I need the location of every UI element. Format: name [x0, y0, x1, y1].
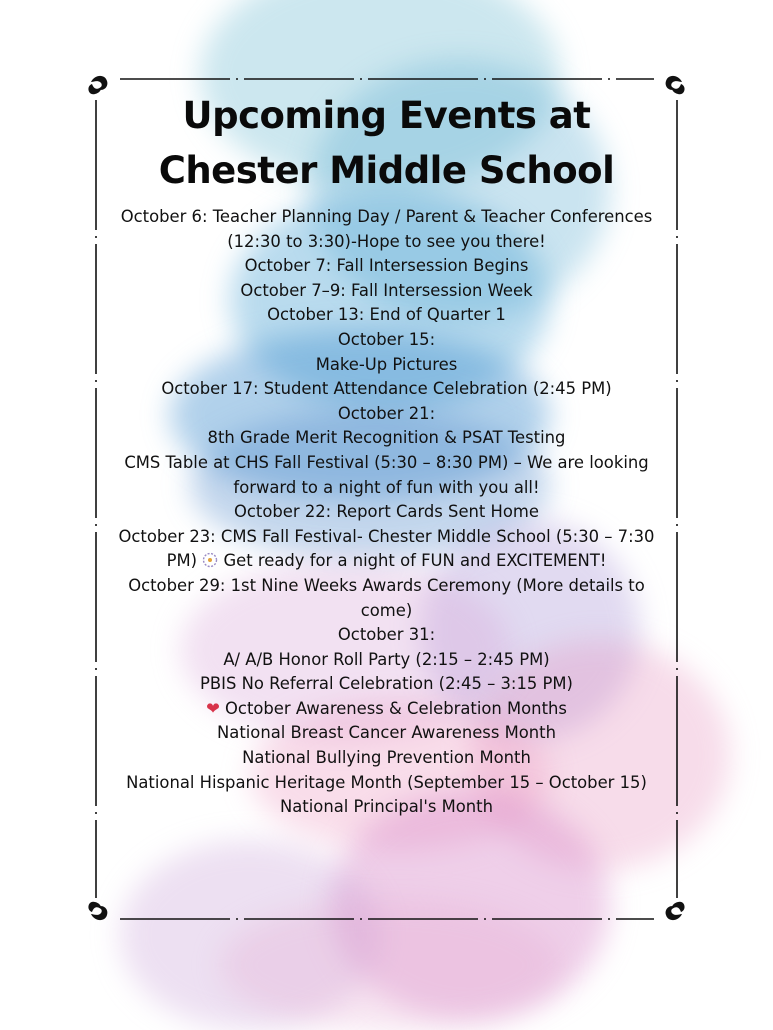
event-line: National Bullying Prevention Month: [242, 748, 531, 768]
event-line: October 13: End of Quarter 1: [267, 305, 506, 325]
event-line-end: Get ready for a night of FUN and EXCITEMENT!: [223, 551, 607, 571]
event-line: October 21:: [337, 403, 436, 423]
event-line: October 7: Fall Intersession Begins: [244, 256, 529, 276]
event-line: forward to a night of fun with you all!: [233, 477, 540, 497]
corner-ornament-icon: [666, 902, 685, 920]
event-line: October 31:: [337, 625, 436, 645]
event-line: PBIS No Referral Celebration (2:45 – 3:15 PM): [200, 674, 573, 694]
event-line: National Principal's Month: [280, 797, 493, 817]
event-line: 8th Grade Merit Recognition & PSAT Testing: [207, 428, 566, 448]
event-line: come): [360, 600, 413, 620]
event-line: CMS Table at CHS Fall Festival (5:30 – 8:30 PM) – We are looking: [124, 452, 649, 472]
heart-icon: ❤: [206, 698, 220, 718]
event-line: Make-Up Pictures: [315, 354, 458, 374]
corner-ornament-icon: [88, 902, 107, 920]
sparkle-icon: [202, 552, 218, 568]
event-line: October 7–9: Fall Intersession Week: [240, 280, 533, 300]
title-line-2: Chester Middle School: [158, 149, 615, 192]
events-list: [96, 205, 677, 820]
page-title: [60, 88, 713, 198]
event-line: National Breast Cancer Awareness Month: [217, 723, 556, 743]
event-line-text: October Awareness & Celebration Months: [225, 698, 567, 718]
event-line: [96, 549, 677, 574]
event-line: October 6: Teacher Planning Day / Parent & Teacher Conferences: [120, 207, 653, 226]
title-line-1: Upcoming Events at: [182, 94, 591, 137]
event-line: October 15:: [337, 329, 436, 349]
event-line: October 23: CMS Fall Festival- Chester Middle School (5:30 – 7:30: [118, 526, 655, 546]
event-line: October 22: Report Cards Sent Home: [234, 502, 539, 522]
event-line: (12:30 to 3:30)-Hope to see you there!: [227, 231, 546, 251]
event-line: October 29: 1st Nine Weeks Awards Ceremony (More details to: [128, 575, 645, 595]
event-line: October 17: Student Attendance Celebration (2:45 PM): [161, 379, 612, 399]
event-line: [96, 697, 677, 722]
event-line: National Hispanic Heritage Month (September 15 – October 15): [126, 772, 647, 792]
event-line: A/ A/B Honor Roll Party (2:15 – 2:45 PM): [223, 649, 550, 669]
event-line-start: PM): [166, 551, 198, 571]
